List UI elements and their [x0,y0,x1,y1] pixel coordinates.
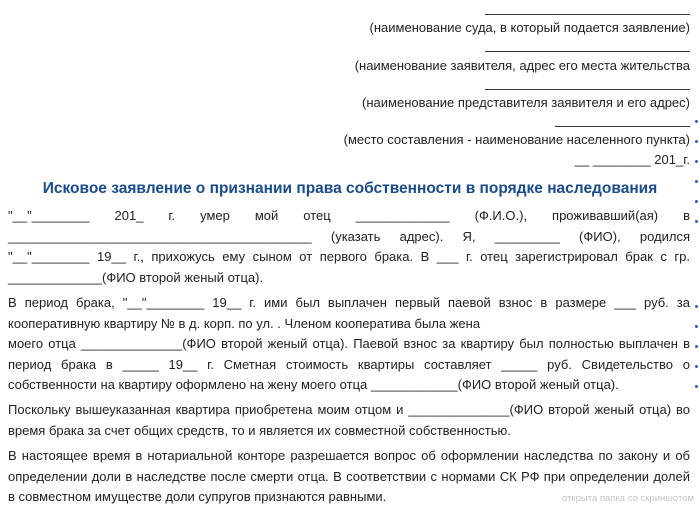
header-date: __ ________ 201_г. [574,152,690,167]
header-blank-line [485,14,690,15]
paragraph-line: собственности на квартиру оформлено на жену моего отца ____________(ФИО второй женый отца). [8,377,619,392]
paragraph-line: _____________(ФИО второй женый отца). [8,269,264,285]
header-caption-place: (место составления - наименование населенного пункта) [343,132,690,147]
edge-dot [695,305,698,308]
paragraph-line: Поскольку вышеуказанная квартира приобретена моим отцом и ______________(ФИО второй женый отца) во [8,402,690,417]
paragraph-line: время брака за счет общих средств, то и является их совместной собственностью. [8,422,511,438]
document-title: Исковое заявление о признании права собственности в порядке наследования [42,180,658,197]
edge-dot [695,160,698,163]
edge-dot [695,345,698,348]
edge-dot [695,385,698,388]
paragraph-line: "__"________ 19__ г., прихожусь ему сыном от первого брака. В ___ г. отец зарегистрировал брак с гр. [8,249,690,264]
edge-dot [695,120,698,123]
paragraph-line: период брака в _____ 19__ г. Сметная стоимость квартиры составляет _____ руб. Свидетельство о [8,356,690,372]
paragraph-joint-property [8,400,690,441]
edge-dot [695,140,698,143]
screenshot-watermark: открыта папка со скриншотом [562,493,694,504]
edge-decoration [694,120,698,506]
edge-dot [695,365,698,368]
header-blank-line [485,89,690,90]
edge-dot [695,220,698,223]
paragraph-line: __________________________________________ (указать адрес). Я, _________ (ФИО), родился [8,228,690,244]
header-caption-applicant: (наименование заявителя, адрес его места жительства [354,58,690,73]
header-caption-representative: (наименование представителя заявителя и его адрес) [362,95,690,110]
edge-dot [695,180,698,183]
paragraph-death-of-father [8,206,690,288]
header-blank-line [555,126,690,127]
paragraph-line: определении доли в наследстве после смерти отца. В соответствии с нормами СК РФ при определении долей [8,468,690,484]
paragraph-line: В период брака, "__"________ 19__ г. ими был выплачен первый паевой взнос в размере ___ руб. за [8,295,690,310]
header-blank-line [485,51,690,52]
paragraph-cooperative-apartment [8,293,690,396]
paragraph-line: моего отца ______________(ФИО второй женый отца). Паевой взнос за квартиру был полностью выплачен в [8,336,690,351]
paragraph-line: "__"________ 201_ г. умер мой отец _____________ (Ф.И.О.), проживавший(ая) в [8,208,690,223]
paragraph-line: в совместном имуществе доли супругов признаются равными. [8,489,387,504]
edge-dot [695,200,698,203]
edge-dot [695,325,698,328]
paragraph-line: кооперативную квартиру № в д. корп. по ул. . Членом кооператива была жена [8,315,481,331]
header-caption-court: (наименование суда, в который подается заявление) [369,20,690,35]
paragraph-line: В настоящее время в нотариальной конторе разрешается вопрос об оформлении наследства по закону и об [8,448,690,463]
